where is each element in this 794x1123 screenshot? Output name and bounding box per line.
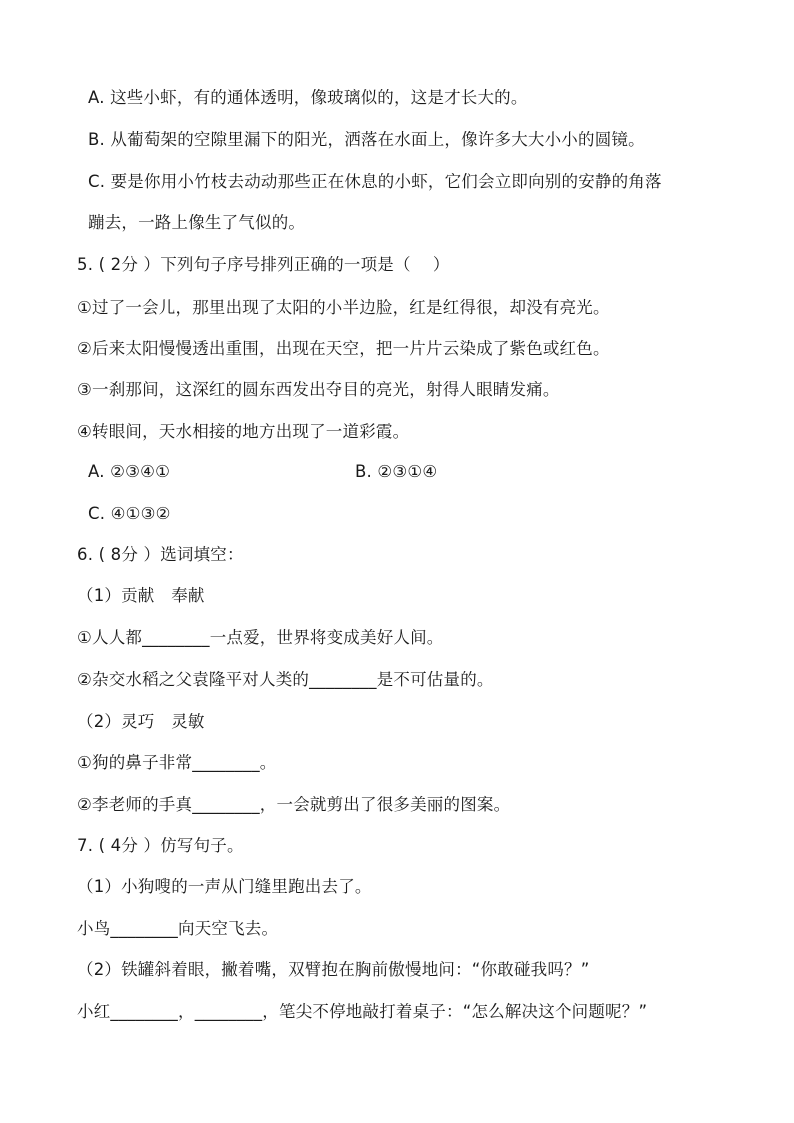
q6-group1-sentence-2: ②杂交水稻之父袁隆平对人类的________是不可估量的。	[77, 670, 494, 689]
q7-item1-blank: 小鸟________向天空飞去。	[77, 919, 279, 938]
q4-option-c-line1: C. 要是你用小竹枝去动动那些正在休息的小虾，它们会立即向别的安静的角落	[88, 172, 662, 191]
q5-option-a: A. ②③④①	[88, 462, 171, 481]
q4-option-c-line2: 蹦去，一路上像生了气似的。	[88, 213, 306, 232]
q4-option-a: A. 这些小虾，有的通体透明，像玻璃似的，这是才长大的。	[88, 88, 528, 107]
q5-sentence-3: ③一刹那间，这深红的圆东西发出夺目的亮光，射得人眼睛发痛。	[77, 380, 560, 399]
q6-group1-label: （1）贡献 奉献	[77, 586, 205, 605]
q4-option-b: B. 从葡萄架的空隙里漏下的阳光，洒落在水面上，像许多大大小小的圆镜。	[88, 130, 645, 149]
q5-option-b: B. ②③①④	[355, 462, 438, 481]
q5-title: 5. ( 2分 ）下列句子序号排列正确的一项是（ ）	[77, 255, 450, 274]
q7-title: 7. ( 4分 ）仿写句子。	[77, 836, 244, 855]
q6-group2-label: （2）灵巧 灵敏	[77, 712, 205, 731]
q5-sentence-2: ②后来太阳慢慢透出重围，出现在天空，把一片片云染成了紫色或红色。	[77, 339, 610, 358]
q7-item2-example: （2）铁罐斜着眼，撇着嘴，双臂抱在胸前傲慢地问：“你敢碰我吗？”	[77, 960, 590, 979]
q6-title: 6. ( 8分 ）选词填空：	[77, 545, 244, 564]
q7-item1-example: （1）小狗嗖的一声从门缝里跑出去了。	[77, 877, 372, 896]
q6-group2-sentence-2: ②李老师的手真________，一会就剪出了很多美丽的图案。	[77, 795, 511, 814]
q5-sentence-1: ①过了一会儿，那里出现了太阳的小半边脸，红是红得很，却没有亮光。	[77, 298, 610, 317]
q6-group1-sentence-1: ①人人都________一点爱，世界将变成美好人间。	[77, 628, 444, 647]
q7-item2-blank: 小红________，________，笔尖不停地敲打着桌子：“怎么解决这个问题呢？”	[77, 1002, 648, 1021]
q6-group2-sentence-1: ①狗的鼻子非常________。	[77, 753, 277, 772]
q5-option-c: C. ④①③②	[88, 504, 171, 523]
q5-sentence-4: ④转眼间，天水相接的地方出现了一道彩霞。	[77, 422, 410, 441]
